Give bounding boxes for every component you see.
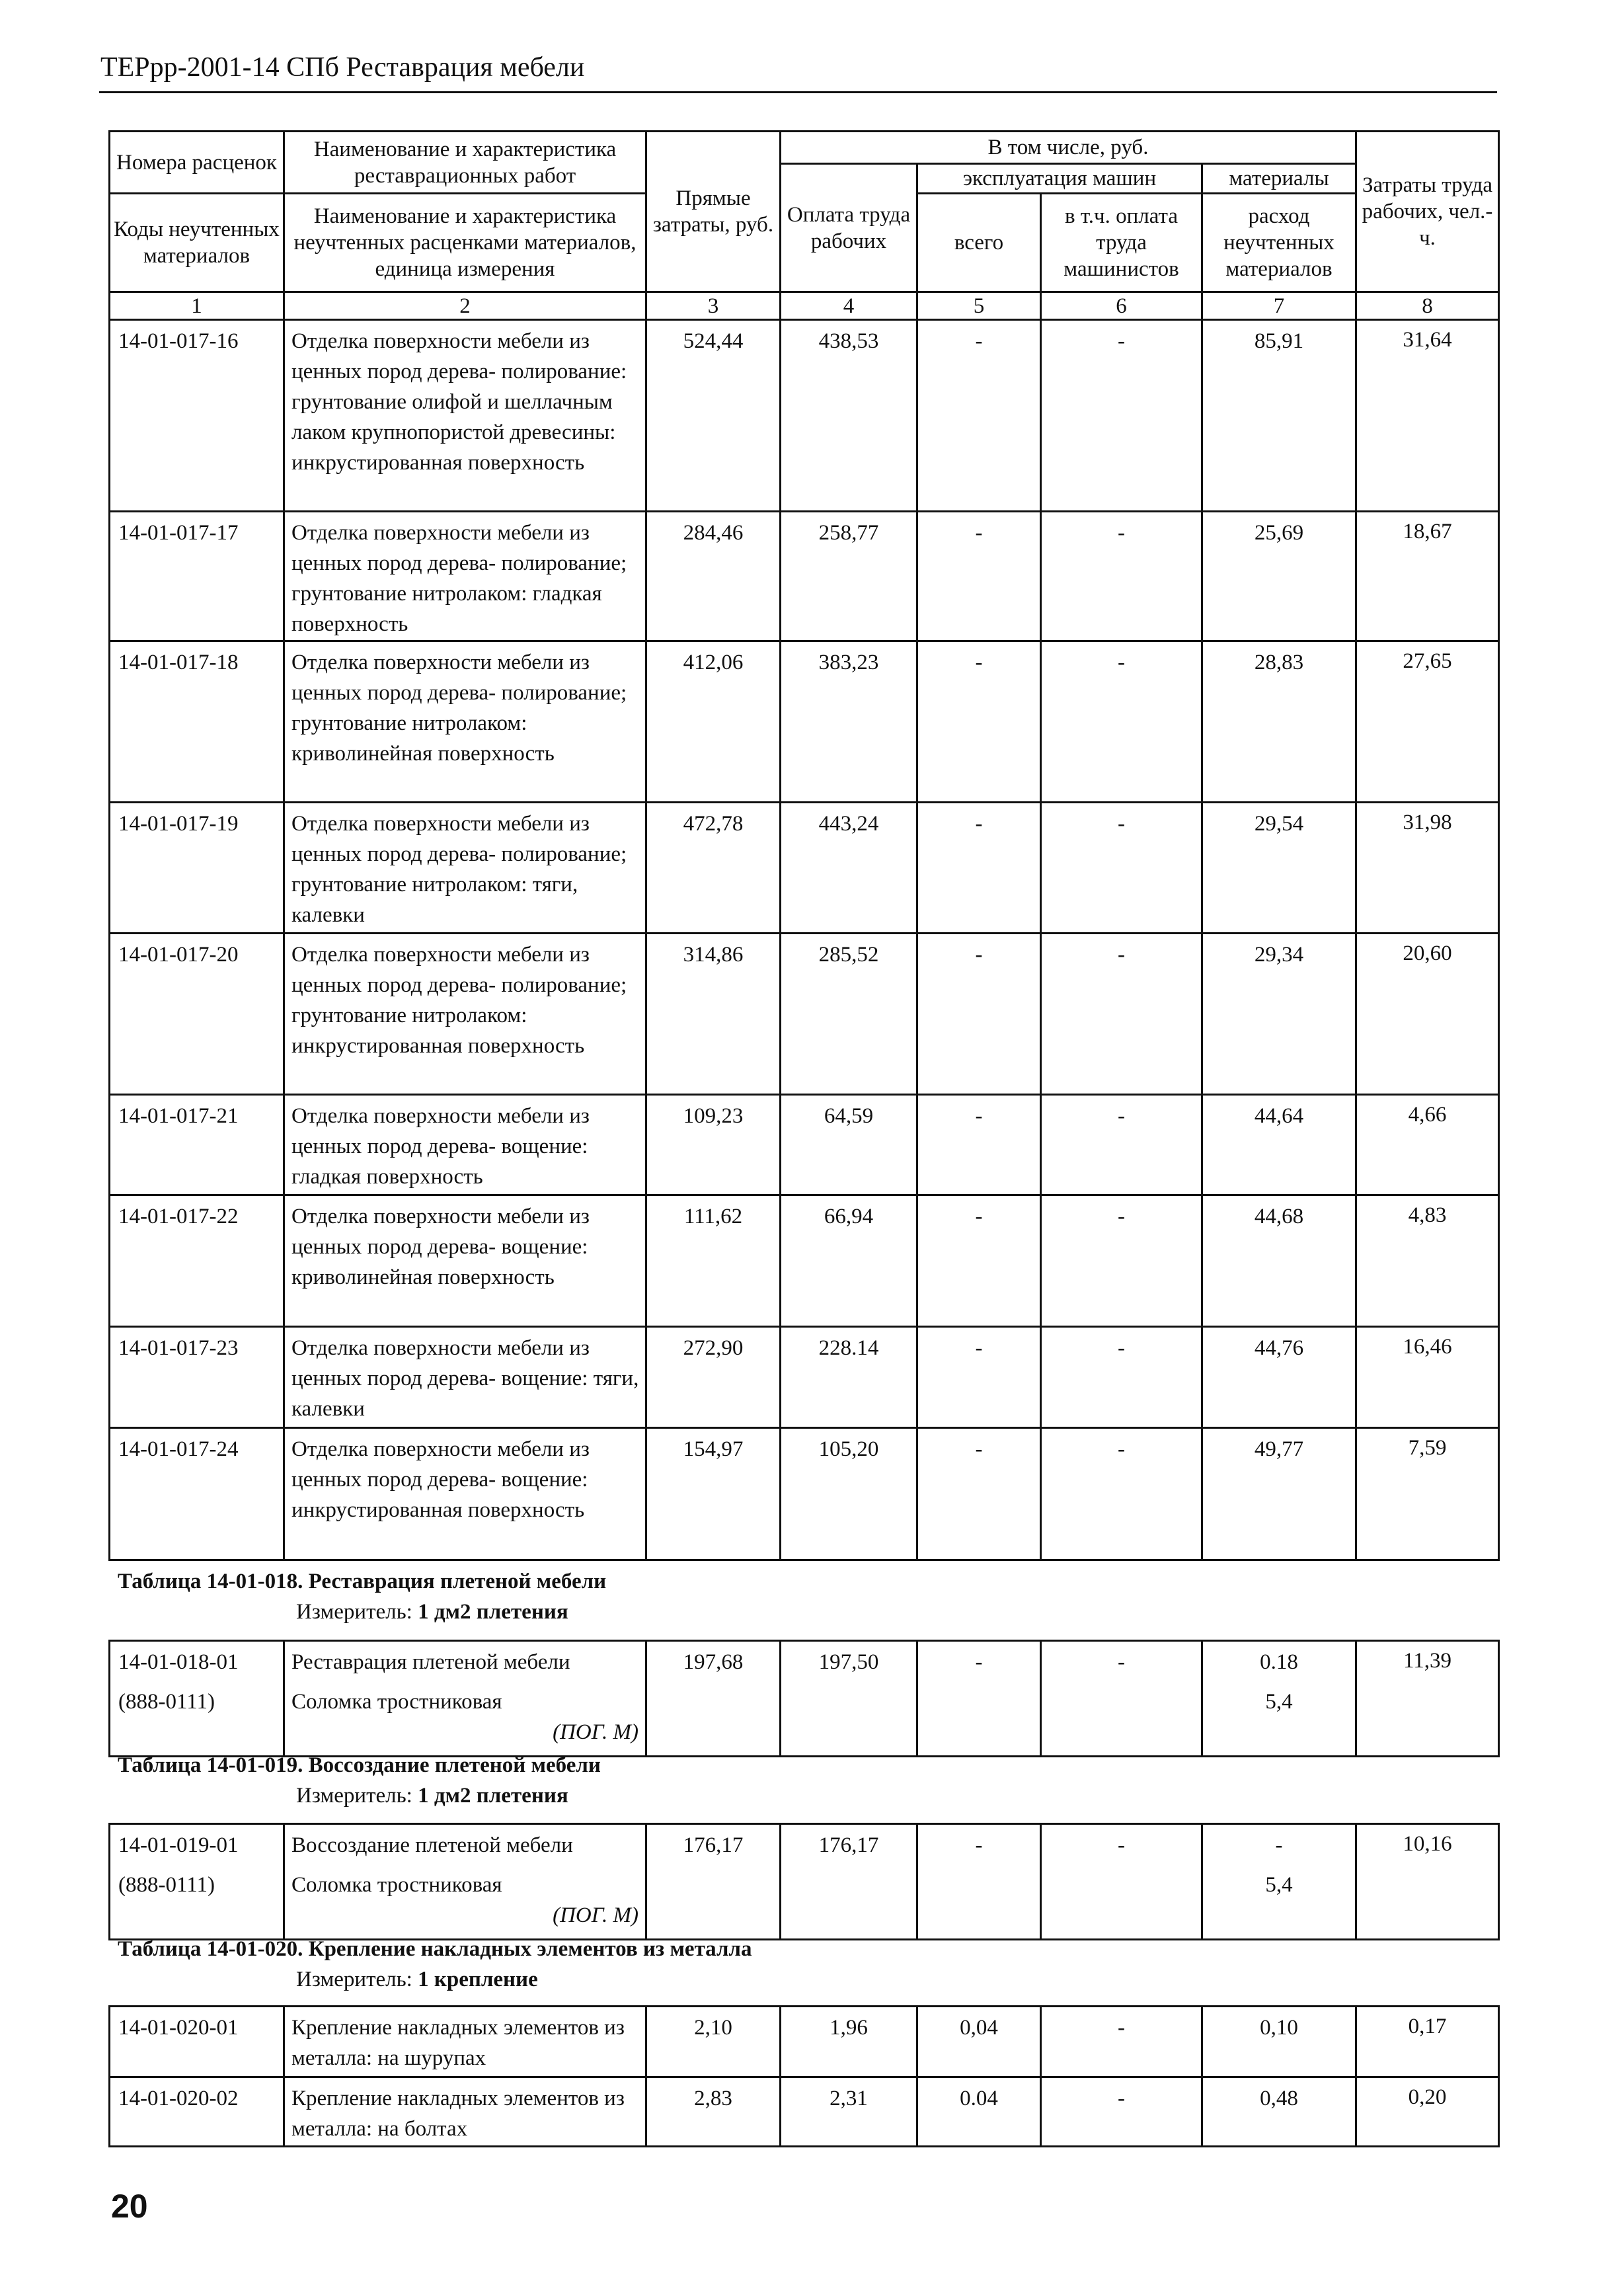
table-row bbox=[110, 1195, 1499, 1327]
materials-cell bbox=[1202, 1824, 1356, 1940]
table-row bbox=[110, 1428, 1499, 1560]
labor-pay: 228.14 bbox=[781, 1327, 917, 1428]
rates-table-017 bbox=[108, 130, 1500, 1561]
header-material-names: Наименование и характеристика неучтенных расценками материалов, единица измерения bbox=[284, 194, 646, 292]
labor-pay: 64,59 bbox=[781, 1095, 917, 1195]
labor-pay: 1,96 bbox=[781, 2007, 917, 2077]
table-020-caption: Таблица 14-01-020. Крепление накладных элементов из металла bbox=[118, 1937, 752, 1961]
table-row bbox=[110, 1641, 1499, 1757]
labor-hours: 18,67 bbox=[1356, 512, 1499, 641]
meter-label: Измеритель: bbox=[296, 1784, 412, 1808]
rates-table-019 bbox=[108, 1823, 1500, 1940]
rate-code: 14-01-020-02 bbox=[110, 2077, 284, 2147]
meter-value: 1 дм2 плетения bbox=[418, 1600, 568, 1624]
machines-total: - bbox=[917, 320, 1041, 512]
labor-hours: 0,17 bbox=[1356, 2007, 1499, 2077]
labor-pay: 105,20 bbox=[781, 1428, 917, 1560]
machines-total: - bbox=[917, 803, 1041, 934]
labor-hours: 11,39 bbox=[1356, 1641, 1499, 1757]
meter-label: Измеритель: bbox=[296, 1968, 412, 1991]
driver-pay: - bbox=[1041, 803, 1202, 934]
direct-cost: 109,23 bbox=[646, 1095, 781, 1195]
header-labor-pay: Оплата труда рабочих bbox=[781, 164, 917, 292]
material-code: (888-0111) bbox=[118, 1873, 215, 1897]
direct-cost: 176,17 bbox=[646, 1824, 781, 1940]
materials: 0,48 bbox=[1202, 2077, 1356, 2147]
header-labor-hours: Затраты труда рабочих, чел.-ч. bbox=[1356, 132, 1499, 292]
machines-total: - bbox=[917, 1327, 1041, 1428]
header-work-name: Наименование и характеристика реставрационных работ bbox=[284, 132, 646, 194]
material-name: Соломка тростниковая bbox=[291, 1873, 502, 1897]
driver-pay: - bbox=[1041, 1327, 1202, 1428]
machines-total: 0.04 bbox=[917, 2077, 1041, 2147]
table-row bbox=[110, 2077, 1499, 2147]
labor-pay: 383,23 bbox=[781, 641, 917, 803]
driver-pay: - bbox=[1041, 1824, 1202, 1940]
table-row bbox=[110, 1095, 1499, 1195]
machines-total: 0,04 bbox=[917, 2007, 1041, 2077]
materials: 85,91 bbox=[1202, 320, 1356, 512]
materials: 44,76 bbox=[1202, 1327, 1356, 1428]
rate-code-cell bbox=[110, 1824, 284, 1940]
driver-pay: - bbox=[1041, 934, 1202, 1095]
labor-hours: 7,59 bbox=[1356, 1428, 1499, 1560]
rate-code-cell bbox=[110, 1641, 284, 1757]
rate-code: 14-01-017-23 bbox=[110, 1327, 284, 1428]
meter-value: 1 дм2 плетения bbox=[418, 1784, 568, 1808]
table-019-meter bbox=[296, 1784, 568, 1808]
material-name: Соломка тростниковая bbox=[291, 1690, 502, 1714]
col-number-5: 5 bbox=[917, 292, 1041, 320]
driver-pay: - bbox=[1041, 320, 1202, 512]
work-name-cell bbox=[284, 1824, 646, 1940]
material-code: (888-0111) bbox=[118, 1690, 215, 1714]
table-row bbox=[110, 641, 1499, 803]
work-name: Реставрация плетеной мебели bbox=[291, 1650, 570, 1674]
rate-code: 14-01-019-01 bbox=[118, 1833, 239, 1857]
table-018-meter bbox=[296, 1600, 568, 1624]
driver-pay: - bbox=[1041, 512, 1202, 641]
direct-cost: 2,10 bbox=[646, 2007, 781, 2077]
col-number-6: 6 bbox=[1041, 292, 1202, 320]
driver-pay: - bbox=[1041, 1095, 1202, 1195]
work-name: Отделка поверхности мебели из ценных пород дерева- полирование; грунтование нитролаком: гладкая поверхность bbox=[284, 512, 646, 641]
labor-hours: 0,20 bbox=[1356, 2077, 1499, 2147]
col-number-1: 1 bbox=[110, 292, 284, 320]
machines-total: - bbox=[917, 1824, 1041, 1940]
col-number-4: 4 bbox=[781, 292, 917, 320]
meter-label: Измеритель: bbox=[296, 1600, 412, 1624]
labor-pay: 285,52 bbox=[781, 934, 917, 1095]
direct-cost: 272,90 bbox=[646, 1327, 781, 1428]
direct-cost: 197,68 bbox=[646, 1641, 781, 1757]
direct-cost: 472,78 bbox=[646, 803, 781, 934]
header-rate-numbers: Номера расценок bbox=[110, 132, 284, 194]
materials-cell bbox=[1202, 1641, 1356, 1757]
header-in-that: В том числе, руб. bbox=[781, 132, 1356, 164]
table-row bbox=[110, 803, 1499, 934]
materials: 28,83 bbox=[1202, 641, 1356, 803]
driver-pay: - bbox=[1041, 2077, 1202, 2147]
table-018-caption: Таблица 14-01-018. Реставрация плетеной мебели bbox=[118, 1570, 607, 1593]
table-row bbox=[110, 512, 1499, 641]
header-rule bbox=[99, 91, 1497, 93]
labor-pay: 2,31 bbox=[781, 2077, 917, 2147]
rate-code: 14-01-017-16 bbox=[110, 320, 284, 512]
header-driver-pay: в т.ч. оплата труда машинистов bbox=[1041, 194, 1202, 292]
header-material-codes: Коды неучтенных материалов bbox=[110, 194, 284, 292]
work-name: Крепление накладных элементов из металла: на шурупах bbox=[284, 2007, 646, 2077]
labor-pay: 176,17 bbox=[781, 1824, 917, 1940]
table-020-meter bbox=[296, 1968, 538, 1992]
rate-code: 14-01-017-20 bbox=[110, 934, 284, 1095]
labor-pay: 443,24 bbox=[781, 803, 917, 934]
table-row bbox=[110, 1824, 1499, 1940]
table-row bbox=[110, 934, 1499, 1095]
labor-hours: 4,83 bbox=[1356, 1195, 1499, 1327]
direct-cost: 284,46 bbox=[646, 512, 781, 641]
driver-pay: - bbox=[1041, 1195, 1202, 1327]
labor-hours: 10,16 bbox=[1356, 1824, 1499, 1940]
driver-pay: - bbox=[1041, 2007, 1202, 2077]
labor-pay: 197,50 bbox=[781, 1641, 917, 1757]
rate-code: 14-01-017-18 bbox=[110, 641, 284, 803]
labor-pay: 66,94 bbox=[781, 1195, 917, 1327]
table-row bbox=[110, 2007, 1499, 2077]
col-number-3: 3 bbox=[646, 292, 781, 320]
machines-total: - bbox=[917, 641, 1041, 803]
materials: 0.18 bbox=[1260, 1650, 1298, 1674]
machines-total: - bbox=[917, 1428, 1041, 1560]
rate-code: 14-01-017-19 bbox=[110, 803, 284, 934]
material-unit: (ПОГ. М) bbox=[553, 1903, 638, 1927]
material-qty: 5,4 bbox=[1265, 1690, 1293, 1714]
rates-table-020 bbox=[108, 2005, 1500, 2147]
rate-code: 14-01-017-17 bbox=[110, 512, 284, 641]
col-number-7: 7 bbox=[1202, 292, 1356, 320]
labor-hours: 27,65 bbox=[1356, 641, 1499, 803]
driver-pay: - bbox=[1041, 1428, 1202, 1560]
materials: 44,64 bbox=[1202, 1095, 1356, 1195]
labor-hours: 31,64 bbox=[1356, 320, 1499, 512]
machines-total: - bbox=[917, 934, 1041, 1095]
direct-cost: 2,83 bbox=[646, 2077, 781, 2147]
meter-value: 1 крепление bbox=[418, 1968, 538, 1991]
work-name: Крепление накладных элементов из металла: на болтах bbox=[284, 2077, 646, 2147]
work-name: Воссоздание плетеной мебели bbox=[291, 1833, 573, 1857]
work-name: Отделка поверхности мебели из ценных пород дерева- полирование; грунтование нитролаком: инкрустированная поверхность bbox=[284, 934, 646, 1095]
header-machines-total: всего bbox=[917, 194, 1041, 292]
header-materials: материалы bbox=[1202, 164, 1356, 194]
rate-code: 14-01-017-24 bbox=[110, 1428, 284, 1560]
work-name: Отделка поверхности мебели из ценных пород дерева- вощение: тяги, калевки bbox=[284, 1327, 646, 1428]
materials: 44,68 bbox=[1202, 1195, 1356, 1327]
materials: 29,34 bbox=[1202, 934, 1356, 1095]
materials: 0,10 bbox=[1202, 2007, 1356, 2077]
header-material-consumption: расход неучтенных материалов bbox=[1202, 194, 1356, 292]
material-unit: (ПОГ. М) bbox=[553, 1720, 638, 1744]
direct-cost: 524,44 bbox=[646, 320, 781, 512]
materials: 25,69 bbox=[1202, 512, 1356, 641]
labor-hours: 31,98 bbox=[1356, 803, 1499, 934]
labor-hours: 4,66 bbox=[1356, 1095, 1499, 1195]
work-name: Отделка поверхности мебели из ценных пород дерева- полирование; грунтование нитролаком: тяги, калевки bbox=[284, 803, 646, 934]
labor-pay: 258,77 bbox=[781, 512, 917, 641]
driver-pay: - bbox=[1041, 1641, 1202, 1757]
work-name: Отделка поверхности мебели из ценных пород дерева- полирование: грунтование олифой и шеллачным лаком крупнопористой древесины: инкрустированная поверхность bbox=[284, 320, 646, 512]
machines-total: - bbox=[917, 1195, 1041, 1327]
rate-code: 14-01-018-01 bbox=[118, 1650, 239, 1674]
col-number-8: 8 bbox=[1356, 292, 1499, 320]
rates-table-018 bbox=[108, 1640, 1500, 1757]
col-number-2: 2 bbox=[284, 292, 646, 320]
labor-pay: 438,53 bbox=[781, 320, 917, 512]
materials: 49,77 bbox=[1202, 1428, 1356, 1560]
page-header: ТЕРрр-2001-14 СПб Реставрация мебели bbox=[100, 52, 585, 83]
direct-cost: 154,97 bbox=[646, 1428, 781, 1560]
rate-code: 14-01-020-01 bbox=[110, 2007, 284, 2077]
machines-total: - bbox=[917, 1095, 1041, 1195]
work-name: Отделка поверхности мебели из ценных пород дерева- вощение: инкрустированная поверхность bbox=[284, 1428, 646, 1560]
direct-cost: 111,62 bbox=[646, 1195, 781, 1327]
materials: - bbox=[1275, 1833, 1283, 1857]
header-machines: эксплуатация машин bbox=[917, 164, 1202, 194]
work-name: Отделка поверхности мебели из ценных пород дерева- полирование; грунтование нитролаком: криволинейная поверхность bbox=[284, 641, 646, 803]
labor-hours: 16,46 bbox=[1356, 1327, 1499, 1428]
table-row bbox=[110, 320, 1499, 512]
table-019-caption: Таблица 14-01-019. Воссоздание плетеной мебели bbox=[118, 1753, 601, 1777]
table-row bbox=[110, 1327, 1499, 1428]
work-name-cell bbox=[284, 1641, 646, 1757]
machines-total: - bbox=[917, 1641, 1041, 1757]
direct-cost: 412,06 bbox=[646, 641, 781, 803]
work-name: Отделка поверхности мебели из ценных пород дерева- вощение: гладкая поверхность bbox=[284, 1095, 646, 1195]
labor-hours: 20,60 bbox=[1356, 934, 1499, 1095]
work-name: Отделка поверхности мебели из ценных пород дерева- вощение: криволинейная поверхность bbox=[284, 1195, 646, 1327]
direct-cost: 314,86 bbox=[646, 934, 781, 1095]
rate-code: 14-01-017-22 bbox=[110, 1195, 284, 1327]
page-number: 20 bbox=[111, 2188, 148, 2225]
material-qty: 5,4 bbox=[1265, 1873, 1293, 1897]
header-direct-costs: Прямые затраты, руб. bbox=[646, 132, 781, 292]
materials: 29,54 bbox=[1202, 803, 1356, 934]
driver-pay: - bbox=[1041, 641, 1202, 803]
machines-total: - bbox=[917, 512, 1041, 641]
rate-code: 14-01-017-21 bbox=[110, 1095, 284, 1195]
